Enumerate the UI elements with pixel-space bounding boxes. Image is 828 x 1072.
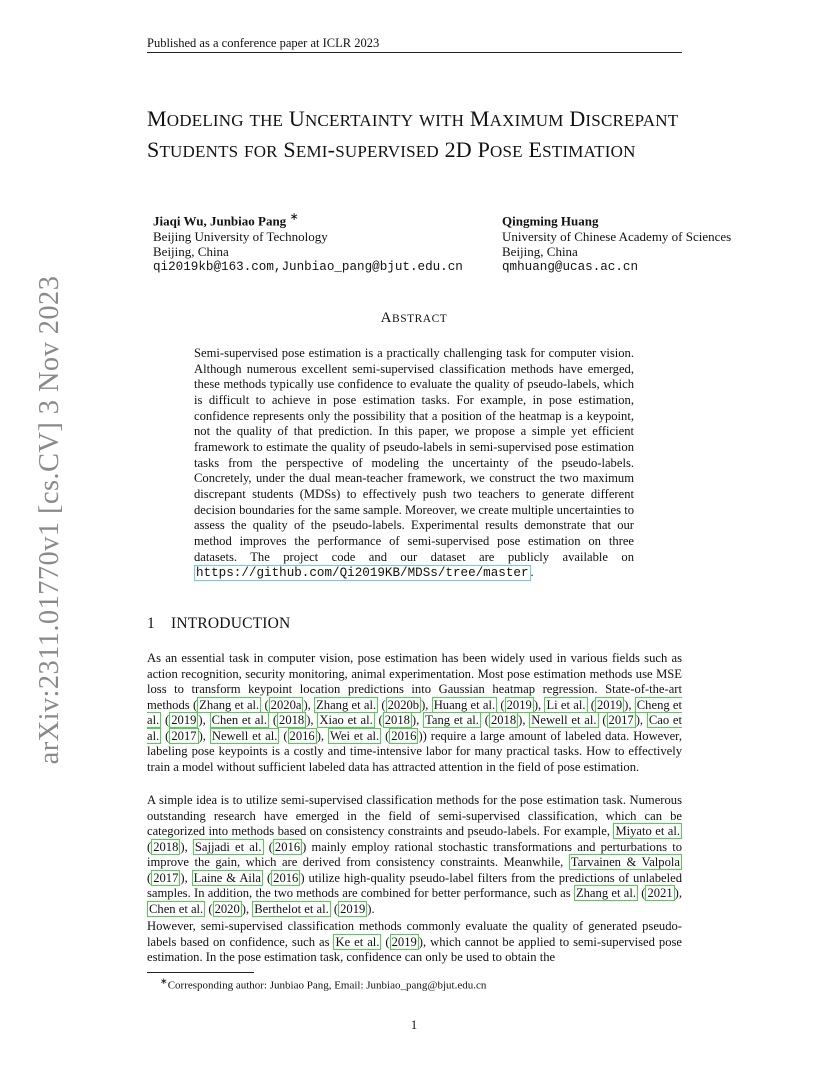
citation-link[interactable]: Laine & Aila [193, 870, 261, 885]
citation-link[interactable]: Chen et al. [149, 901, 204, 916]
abstract-end: . [530, 565, 534, 580]
abstract-heading-text: ABSTRACT [380, 310, 448, 326]
citation-link[interactable]: 2016 [273, 870, 299, 885]
author-footnote-mark: ∗ [289, 211, 299, 223]
author-names: Qingming Huang [502, 213, 599, 229]
citation-link[interactable]: 2018 [490, 713, 517, 727]
abstract-body [194, 346, 634, 582]
author-location: Beijing, China [153, 244, 229, 260]
paper-title-text: MODELING THE UNCERTAINTY WITH MAXIMUM DISCREPANT STUDENTS FOR SEMI-SUPERVISED 2D POSE ESTIMATION [147, 106, 679, 162]
author-location: Beijing, China [502, 244, 578, 260]
author-affiliation: University of Chinese Academy of Sciences [502, 228, 732, 244]
citation-link[interactable]: Miyato et al. [615, 824, 680, 838]
paragraph-text: As an essential task in computer vision, pose estimation has been widely used in various fields such as action recognition, security monitoring, animal experimentation. Most pose estimation methods use MSE loss to transform keypoint location predictions into Gaussian heatmap regression. State-of-the-art methods ( Zhang et al. ( 2020a ), Zhang et al. ( 2020b ), Huang et al. ( 2019 ), Li et al. ( 2019 ), Cheng et al. ( 2019 ), Chen et al. ( 2018 ), Xiao et al. ( 2018 ), Tang et al. ( 2018 ), Newell et al. ( 2017 ), Cao et al. ( 2017 ), Newell et al. ( 2016 ), Wei et al. ( 2016 )) require a large amount of labeled data. However, labeling pose keypoints is a costly and time-intensive labor for many practical tasks. How to effectively train a model without sufficient labeled data has attracted attention in the field of pose estimation. [147, 651, 683, 774]
citation-link[interactable]: Ke et al. [335, 934, 380, 949]
footnote-mark: ∗ [160, 976, 168, 986]
citation-link[interactable]: Cheng et al. [147, 697, 683, 727]
paragraph-3 [147, 919, 682, 966]
citation-link[interactable]: Newell et al. [531, 713, 597, 727]
citation-link[interactable]: 2017 [153, 870, 179, 885]
arxiv-stamp: arXiv:2311.01770v1 [cs.CV] 3 Nov 2023 [34, 275, 65, 765]
section-heading [147, 615, 290, 633]
citation-link[interactable]: Li et al. [546, 697, 586, 712]
paragraph-2 [147, 793, 682, 917]
citation-link[interactable]: 2018 [384, 713, 410, 727]
citation-link[interactable]: 2020a [270, 697, 302, 712]
citation-link[interactable]: 2019 [596, 697, 623, 712]
footnote-text: Corresponding author: Junbiao Pang, Email: Junbiao_pang@bjut.edu.cn [167, 979, 487, 992]
citation-link[interactable]: Xiao et al. [319, 713, 373, 727]
paragraph-text: A simple idea is to utilize semi-supervised classification methods for the pose estimation task. Numerous outstanding research have emerged in the field of semi-supervised classification, which can be categorized into methods based on consistency constraints and pseudo-labels. For example, Miyato et al. ( 2018 ), Sajjadi et al. ( 2016 ) mainly employ rational stochastic transformations and perturbations to improve the gain, which are derived from consistency constraints. Meanwhile, Tarvainen & Valpola ( 2017 ), Laine & Aila ( 2016 ) utilize high-quality pseudo-label filters from the predictions of unlabeled samples. In addition, the two methods are combined for better performance, such as Zhang et al. ( 2021 ), Chen et al. ( 2020 ), Berthelot et al. ( 2019 ). [147, 793, 683, 916]
citation-link[interactable]: 2020b [387, 697, 420, 712]
citation-link[interactable]: Wei et al. [329, 728, 380, 743]
citation-link[interactable]: 2016 [289, 728, 315, 743]
citation-link[interactable]: 2021 [647, 886, 673, 900]
footnote [160, 976, 486, 992]
header-rule [147, 52, 682, 53]
citation-link[interactable]: Zhang et al. [316, 697, 377, 712]
running-header: Published as a conference paper at ICLR 2023 [147, 36, 380, 50]
section-number: 1 [147, 615, 155, 632]
citation-link[interactable]: Zhang et al. [199, 697, 260, 712]
citation-link[interactable]: 2020 [214, 901, 240, 916]
citation-link[interactable]: Cao et al. [147, 713, 683, 743]
citation-link[interactable]: Chen et al. [211, 713, 268, 727]
author-affiliation: Beijing University of Technology [153, 228, 328, 244]
page-number: 1 [410, 1018, 418, 1032]
author-email: qmhuang@ucas.ac.cn [502, 259, 639, 274]
citation-link[interactable]: 2017 [171, 728, 197, 743]
citation-link[interactable]: Newell et al. [211, 728, 278, 743]
citation-link[interactable]: 2016 [391, 728, 417, 743]
footnote-rule [147, 972, 254, 973]
citation-link[interactable]: 2019 [506, 697, 532, 712]
citation-link[interactable]: Tang et al. [425, 713, 479, 727]
citation-link[interactable]: 2018 [153, 839, 179, 854]
abstract-text: Semi-supervised pose estimation is a practically challenging task for computer vision. Although numerous excellent semi-supervised classification methods have emerged, these methods typically use confidence to evaluate the quality of pseudo-labels, which is difficult to achieve in pose estimation tasks. For example, in pose estimation, confidence represents only the possibility that a position of the heatmap is a keypoint, not the quality of that prediction. In this paper, we propose a simple yet efficient framework to estimate the quality of pseudo-labels in semi-supervised pose estimation tasks from the perspective of modeling the uncertainty of the pseudo-labels. Concretely, under the dual mean-teacher framework, we construct the two maximum discrepant students (MDSs) to effectively push two teachers to generate different decision boundaries for the same sample. Moreover, we create multiple uncertainties to assess the quality of the pseudo-labels. Experimental results demonstrate that our method improves the performance of semi-supervised pose estimation on three datasets. The project code and our dataset are publicly available on [194, 346, 634, 564]
citation-link[interactable]: 2016 [274, 839, 301, 854]
citation-link[interactable]: Tarvainen & Valpola [570, 855, 680, 869]
author-names: Jiaqi Wu, Junbiao Pang [153, 213, 287, 229]
project-url-link[interactable]: https://github.com/Qi2019KB/MDSs/tree/master [196, 566, 529, 581]
paragraph-1 [147, 651, 682, 775]
citation-link[interactable]: Berthelot et al. [254, 901, 329, 916]
author-block-1 [153, 210, 463, 275]
section-title: INTRODUCTION [170, 615, 291, 632]
author-block-2 [502, 210, 731, 275]
paragraph-text: However, semi-supervised classification methods commonly evaluate the quality of generated pseudo-labels based on confidence, such as Ke et al. ( 2019 ), which cannot be applied to semi-supervised pose estimation. In the pose estimation task, confidence can only be used to obtain the [147, 919, 682, 964]
abstract-heading [0, 310, 828, 327]
citation-link[interactable]: Zhang et al. [575, 886, 636, 900]
citation-link[interactable]: 2019 [340, 901, 366, 916]
paper-title [147, 104, 687, 166]
citation-link[interactable]: 2019 [391, 934, 417, 949]
citation-link[interactable]: 2018 [279, 713, 305, 727]
author-email: qi2019kb@163.com,Junbiao_pang@bjut.edu.cn [153, 259, 463, 274]
citation-link[interactable]: Sajjadi et al. [194, 839, 262, 854]
citation-link[interactable]: Huang et al. [433, 697, 496, 712]
citation-link[interactable]: 2017 [608, 713, 634, 727]
citation-link[interactable]: 2019 [171, 713, 197, 727]
